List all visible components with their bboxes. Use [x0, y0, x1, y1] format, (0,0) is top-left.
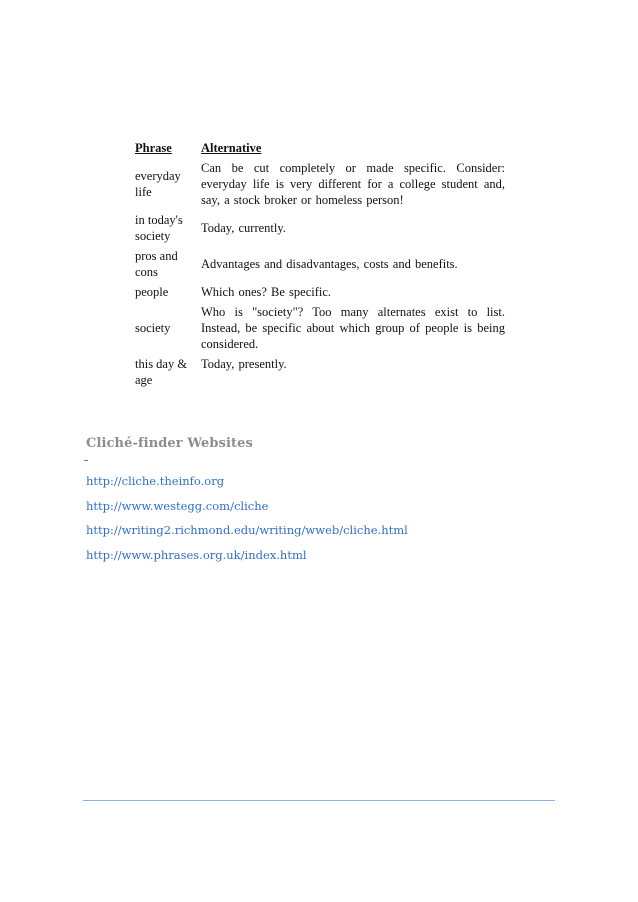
phrase-cell: everyday life — [135, 169, 181, 199]
website-link[interactable]: http://cliche.theinfo.org — [86, 474, 225, 488]
alternative-cell: Who is "society"? Too many alternates exist to list. Instead, be specific about which group of people is being considered. — [201, 305, 505, 351]
table-row — [131, 159, 509, 211]
footer-rule-divider — [83, 800, 555, 801]
alternative-cell: Today, currently. — [201, 221, 286, 235]
website-link[interactable]: http://writing2.richmond.edu/writing/wweb/cliche.html — [86, 523, 408, 537]
table-header-row — [131, 138, 509, 159]
links-section-heading: Cliché-finder Websites — [86, 436, 253, 451]
phrase-cell: pros and cons — [135, 249, 178, 279]
phrase-cell: in today's society — [135, 213, 183, 243]
alternative-column-header: Alternative — [201, 141, 262, 155]
table-row — [131, 211, 509, 247]
table-row — [131, 247, 509, 283]
cliche-finder-link-list — [86, 473, 408, 571]
heading-dash-divider — [84, 460, 88, 461]
alternative-cell: Today, presently. — [201, 357, 287, 371]
alternative-cell: Advantages and disadvantages, costs and benefits. — [201, 257, 458, 271]
table-row — [131, 355, 509, 391]
website-link[interactable]: http://www.phrases.org.uk/index.html — [86, 547, 307, 562]
phrase-cell: people — [135, 285, 169, 299]
phrase-cell: society — [135, 321, 171, 335]
table-row — [131, 283, 509, 303]
phrase-cell: this day & age — [135, 357, 188, 387]
alternative-cell: Can be cut completely or made specific. Consider: everyday life is very different for a college student and, say, a stock broker or homeless person! — [201, 161, 505, 207]
table-row — [131, 303, 509, 355]
cliche-alternatives-table — [131, 138, 509, 391]
phrase-column-header: Phrase — [135, 141, 172, 155]
website-link[interactable]: http://www.westegg.com/cliche — [86, 498, 269, 513]
alternative-cell: Which ones? Be specific. — [201, 285, 332, 299]
